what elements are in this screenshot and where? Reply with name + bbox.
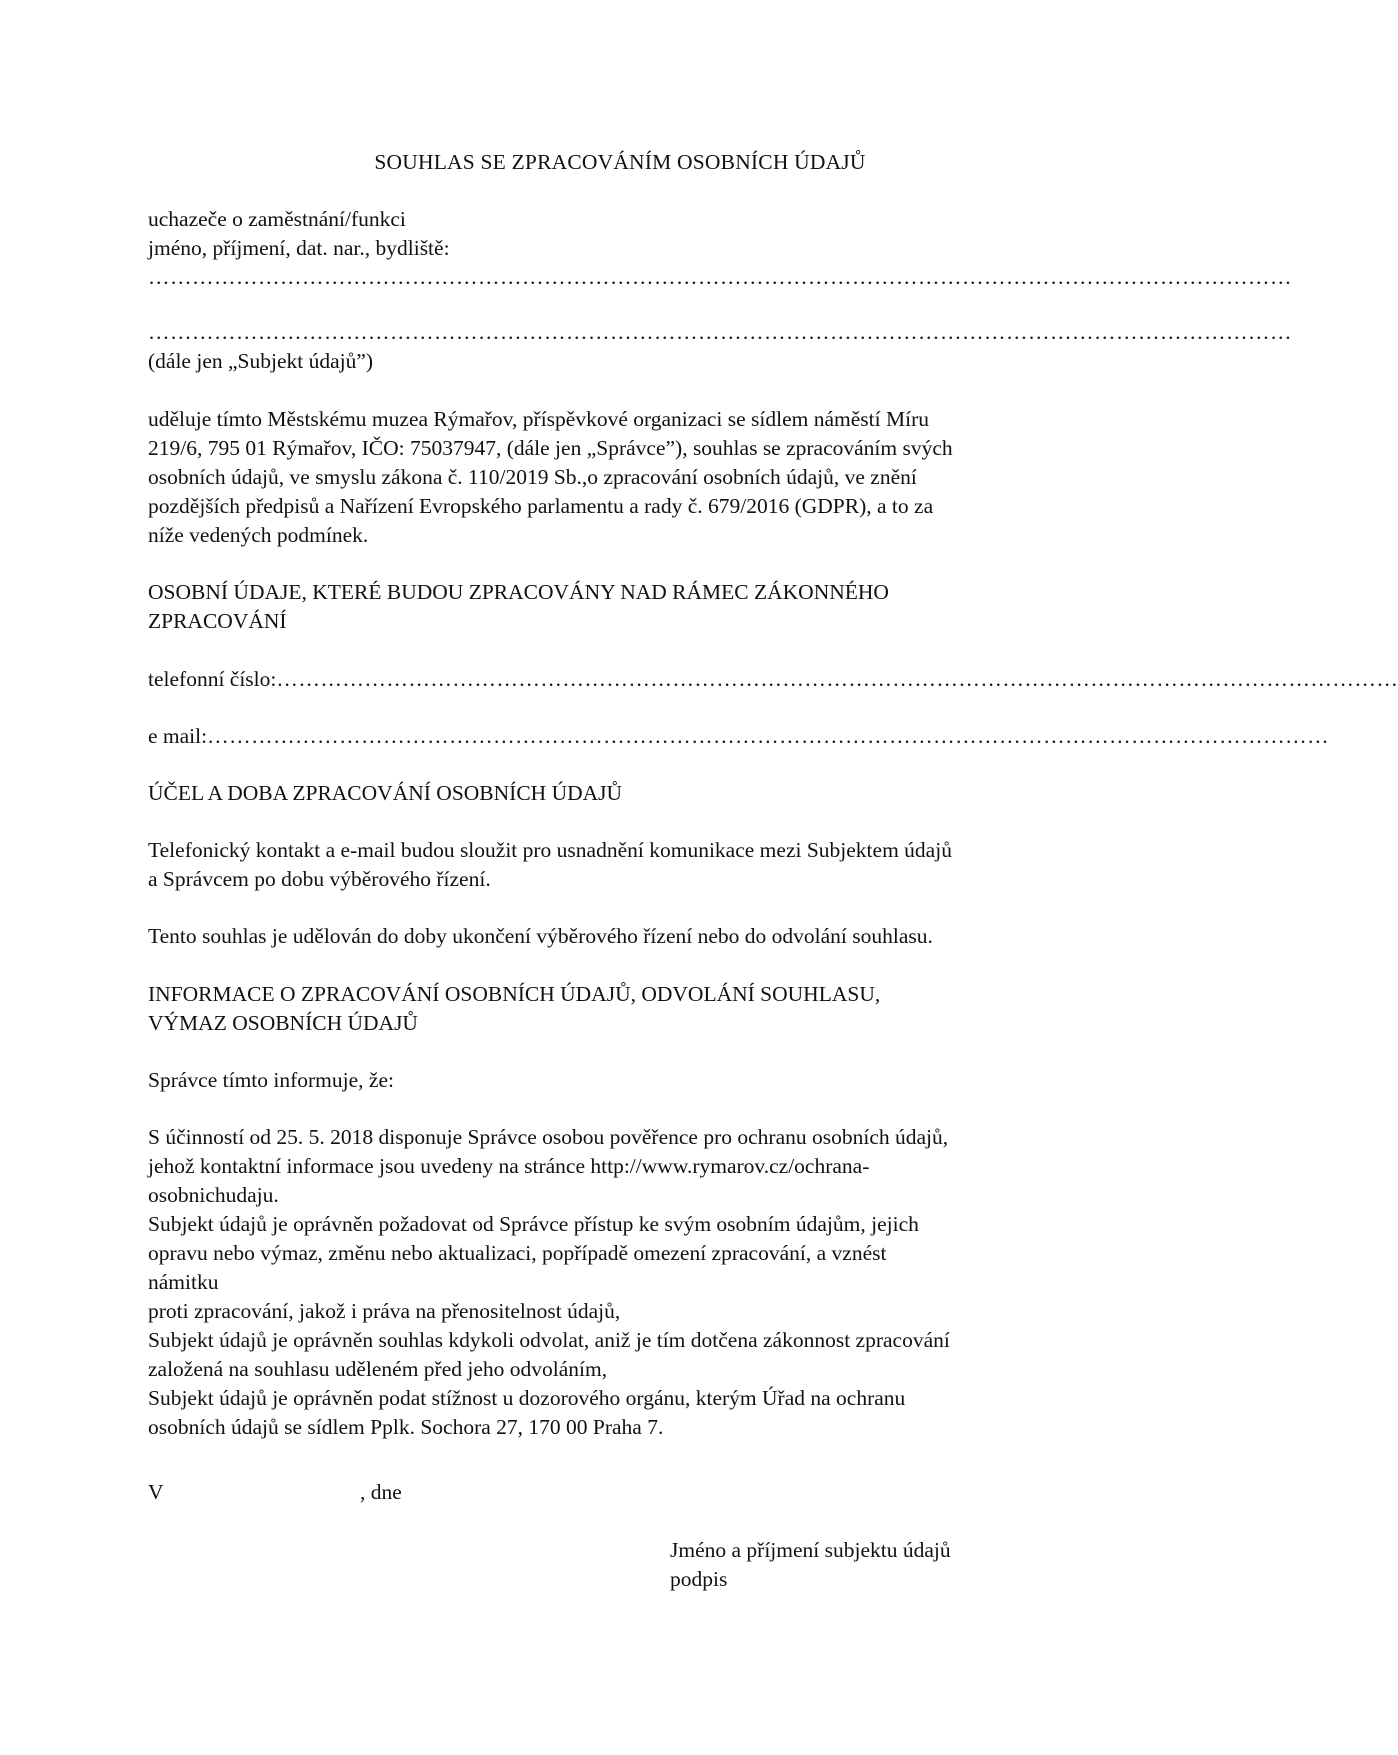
purpose-paragraph-2: [148, 922, 1096, 951]
applicant-details-field-2[interactable]: …………………………………………………………………………………………………………………………………………: [148, 320, 1292, 344]
consent-line-1: uděluje tímto Městskému muzea Rýmařov, příspěvkové organizaci se sídlem náměstí Míru: [148, 407, 929, 431]
purpose-p2-text: Tento souhlas je udělován do doby ukončení výběrového řízení nebo do odvolání souhlasu.: [148, 924, 933, 948]
document-title: SOUHLAS SE ZPRACOVÁNÍM OSOBNÍCH ÚDAJŮ: [374, 150, 866, 174]
signature-block: [670, 1536, 1070, 1594]
email-label: e mail:: [148, 724, 208, 748]
info-line: proti zpracování, jakož i práva na přenositelnost údajů,: [148, 1299, 621, 1323]
applicant-details-second: [148, 318, 1292, 376]
consent-line-5: níže vedených podmínek.: [148, 523, 369, 547]
phone-label: telefonní číslo:: [148, 667, 277, 691]
info-line: osobnichudaju.: [148, 1183, 279, 1207]
info-line: založená na souhlasu uděleném před jeho odvoláním,: [148, 1357, 608, 1381]
place-date-row: [148, 1478, 402, 1507]
info-line: opravu nebo výmaz, změnu nebo aktualizaci, popřípadě omezení zpracování, a vznést: [148, 1241, 887, 1265]
section-info-heading-line-2: VÝMAZ OSOBNÍCH ÚDAJŮ: [148, 1011, 418, 1035]
info-line: Subjekt údajů je oprávněn požadovat od Správce přístup ke svým osobním údajům, jejich: [148, 1212, 919, 1236]
info-line: námitku: [148, 1270, 219, 1294]
phone-input-line[interactable]: ………………………………………………………………………………………………………………………………………: [276, 667, 1398, 691]
section-info-heading-line-1: INFORMACE O ZPRACOVÁNÍ OSOBNÍCH ÚDAJŮ, ODVOLÁNÍ SOUHLASU,: [148, 982, 881, 1006]
purpose-paragraph-1: [148, 836, 1096, 894]
signature-label: podpis: [670, 1567, 728, 1591]
consent-paragraph: [148, 405, 1096, 550]
place-prefix: V: [148, 1480, 164, 1504]
intro-line-1: uchazeče o zaměstnání/funkci: [148, 207, 406, 231]
info-line: S účinností od 25. 5. 2018 disponuje Správce osobou pověřence pro ochranu osobních údajů,: [148, 1125, 949, 1149]
consent-line-4: pozdějších předpisů a Nařízení Evropského parlamentu a rady č. 679/2016 (GDPR), a to za: [148, 494, 934, 518]
info-intro: [148, 1066, 1096, 1095]
section-personal-heading-line-1: OSOBNÍ ÚDAJE, KTERÉ BUDOU ZPRACOVÁNY NAD RÁMEC ZÁKONNÉHO: [148, 580, 889, 604]
applicant-details-field-1[interactable]: …………………………………………………………………………………………………………………………………………: [148, 265, 1292, 289]
purpose-p1-line-1: Telefonický kontakt a e-mail budou sloužit pro usnadnění komunikace mezi Subjektem údajů: [148, 838, 952, 862]
signature-name-label: Jméno a příjmení subjektu údajů: [670, 1538, 951, 1562]
subject-definition: (dále jen „Subjekt údajů”): [148, 349, 374, 373]
applicant-intro: [148, 205, 1292, 292]
info-line: jehož kontaktní informace jsou uvedeny na stránce http://www.rymarov.cz/ochrana-: [148, 1154, 870, 1178]
section-info-heading: [148, 980, 1096, 1038]
section-personal-heading: [148, 578, 1096, 636]
section-purpose-heading: [148, 779, 1096, 808]
email-input-line[interactable]: ………………………………………………………………………………………………………………………………………: [207, 724, 1330, 748]
phone-field-row: [148, 665, 1398, 694]
info-line: osobních údajů se sídlem Pplk. Sochora 27, 170 00 Praha 7.: [148, 1415, 664, 1439]
intro-line-2: jméno, příjmení, dat. nar., bydliště:: [148, 236, 450, 260]
email-field-row: [148, 722, 1330, 751]
info-list: [148, 1123, 1096, 1442]
consent-line-2: 219/6, 795 01 Rýmařov, IČO: 75037947, (dále jen „Správce”), souhlas se zpracováním svých: [148, 436, 953, 460]
consent-line-3: osobních údajů, ve smyslu zákona č. 110/2019 Sb.,o zpracování osobních údajů, ve znění: [148, 465, 917, 489]
info-line: Subjekt údajů je oprávněn podat stížnost u dozorového orgánu, kterým Úřad na ochranu: [148, 1386, 906, 1410]
info-intro-text: Správce tímto informuje, že:: [148, 1068, 394, 1092]
section-personal-heading-line-2: ZPRACOVÁNÍ: [148, 609, 287, 633]
info-line: Subjekt údajů je oprávněn souhlas kdykoli odvolat, aniž je tím dotčena zákonnost zpracování: [148, 1328, 950, 1352]
date-label: , dne: [360, 1480, 402, 1504]
section-purpose-heading-text: ÚČEL A DOBA ZPRACOVÁNÍ OSOBNÍCH ÚDAJŮ: [148, 781, 623, 805]
purpose-p1-line-2: a Správcem po dobu výběrového řízení.: [148, 867, 491, 891]
